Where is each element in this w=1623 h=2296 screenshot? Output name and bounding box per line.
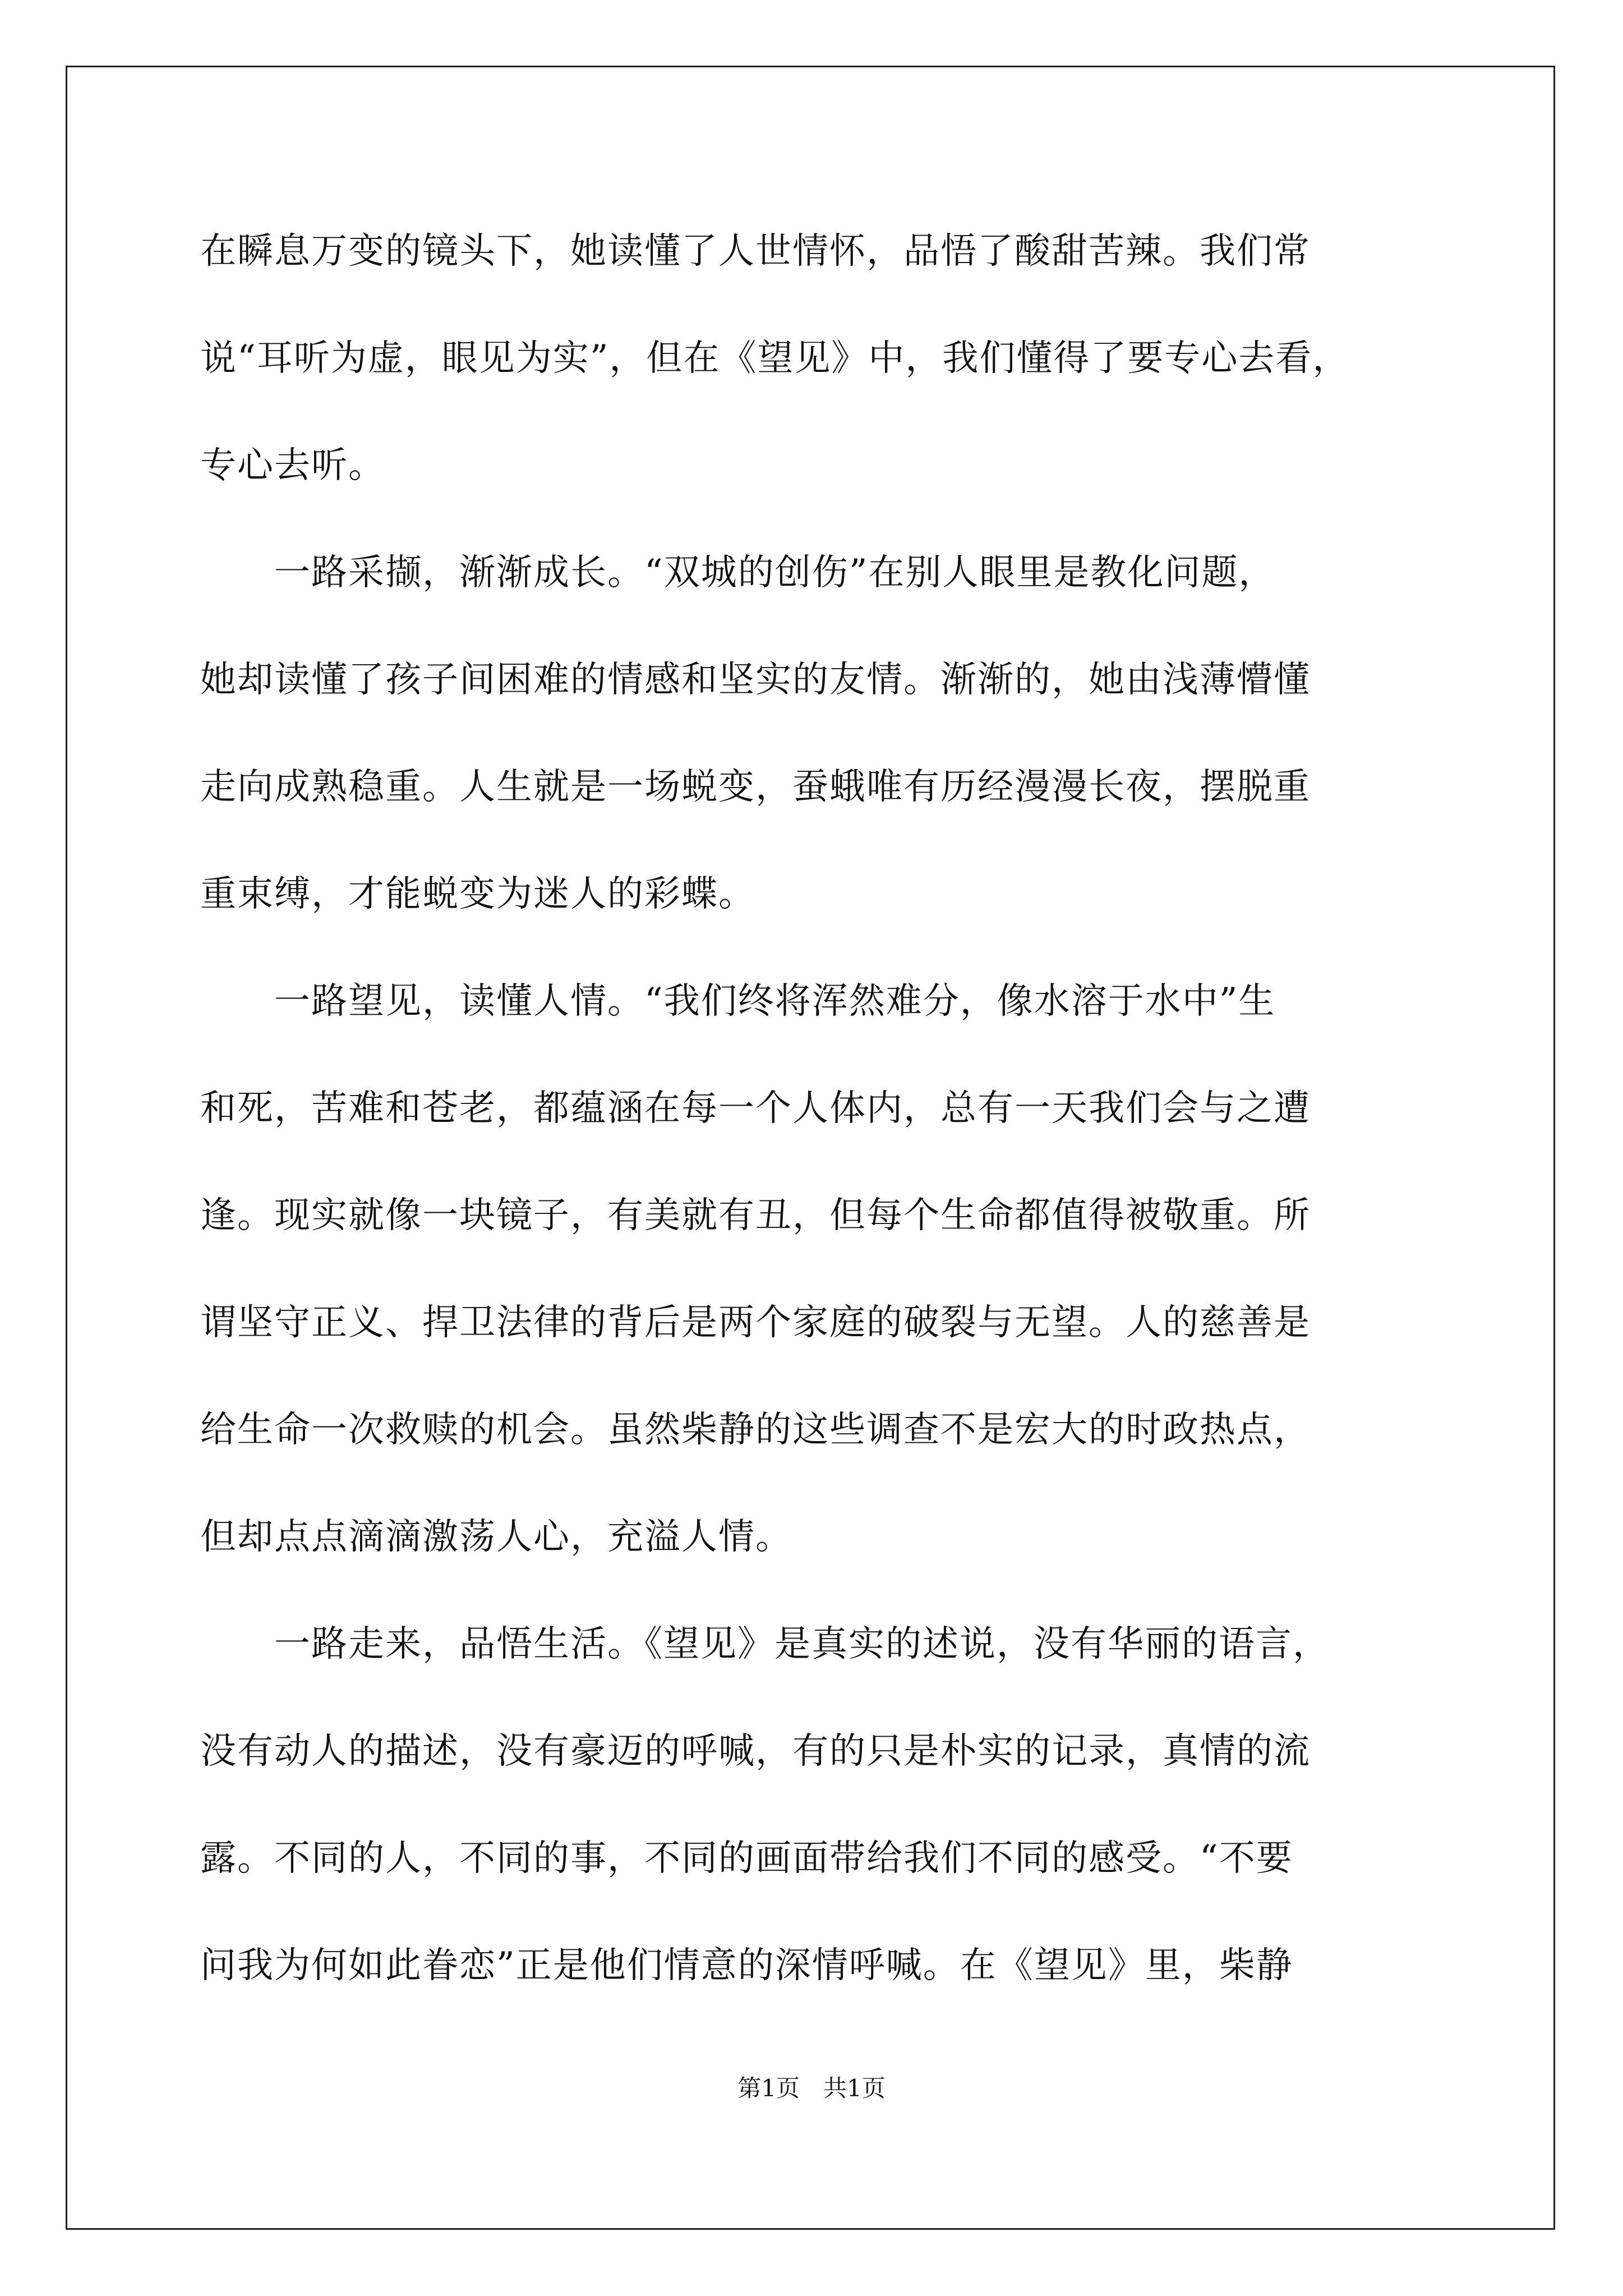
body-line-8: 一路望见，读懂人情。“我们终将浑然难分，像水溶于水中”生	[200, 981, 1276, 1022]
page-footer: 第1页 共1页	[737, 2074, 886, 2102]
body-line-2: 说“耳听为虚，眼见为实”，但在《望见》中，我们懂得了要专心去看，	[200, 338, 1350, 379]
body-line-14: 一路走来，品悟生活。《望见》是真实的述说，没有华丽的语言，	[200, 1623, 1330, 1665]
body-line-7: 重束缚，才能蜕变为迷人的彩蝶。	[200, 873, 755, 915]
body-line-17: 问我为何如此眷恋”正是他们情意的深情呼喊。在《望见》里，柴静	[200, 1945, 1293, 1986]
body-line-13: 但却点点滴滴激荡人心，充溢人情。	[200, 1516, 792, 1558]
body-line-9: 和死，苦难和苍老，都蕴涵在每一个人体内，总有一天我们会与之遭	[200, 1088, 1311, 1129]
body-line-3: 专心去听。	[200, 445, 385, 486]
body-line-6: 走向成熟稳重。人生就是一场蜕变，蚕蛾唯有历经漫漫长夜，摆脱重	[200, 766, 1311, 808]
body-line-11: 谓坚守正义、捍卫法律的背后是两个家庭的破裂与无望。人的慈善是	[200, 1302, 1311, 1343]
body-line-10: 逢。现实就像一块镜子，有美就有丑，但每个生命都值得被敬重。所	[200, 1195, 1311, 1236]
page-border	[66, 66, 1555, 2230]
body-line-1: 在瞬息万变的镜头下，她读懂了人世情怀，品悟了酸甜苦辣。我们常	[200, 231, 1311, 272]
body-line-4: 一路采撷，渐渐成长。“双城的创伤”在别人眼里是教化问题，	[200, 552, 1276, 593]
body-line-15: 没有动人的描述，没有豪迈的呼喊，有的只是朴实的记录，真情的流	[200, 1731, 1311, 1772]
body-line-16: 露。不同的人，不同的事，不同的画面带给我们不同的感受。“不要	[200, 1838, 1293, 1879]
body-line-12: 给生命一次救赎的机会。虽然柴静的这些调查不是宏大的时政热点，	[200, 1409, 1311, 1451]
body-line-5: 她却读懂了孩子间困难的情感和坚实的友情。渐渐的，她由浅薄懵懂	[200, 659, 1311, 701]
